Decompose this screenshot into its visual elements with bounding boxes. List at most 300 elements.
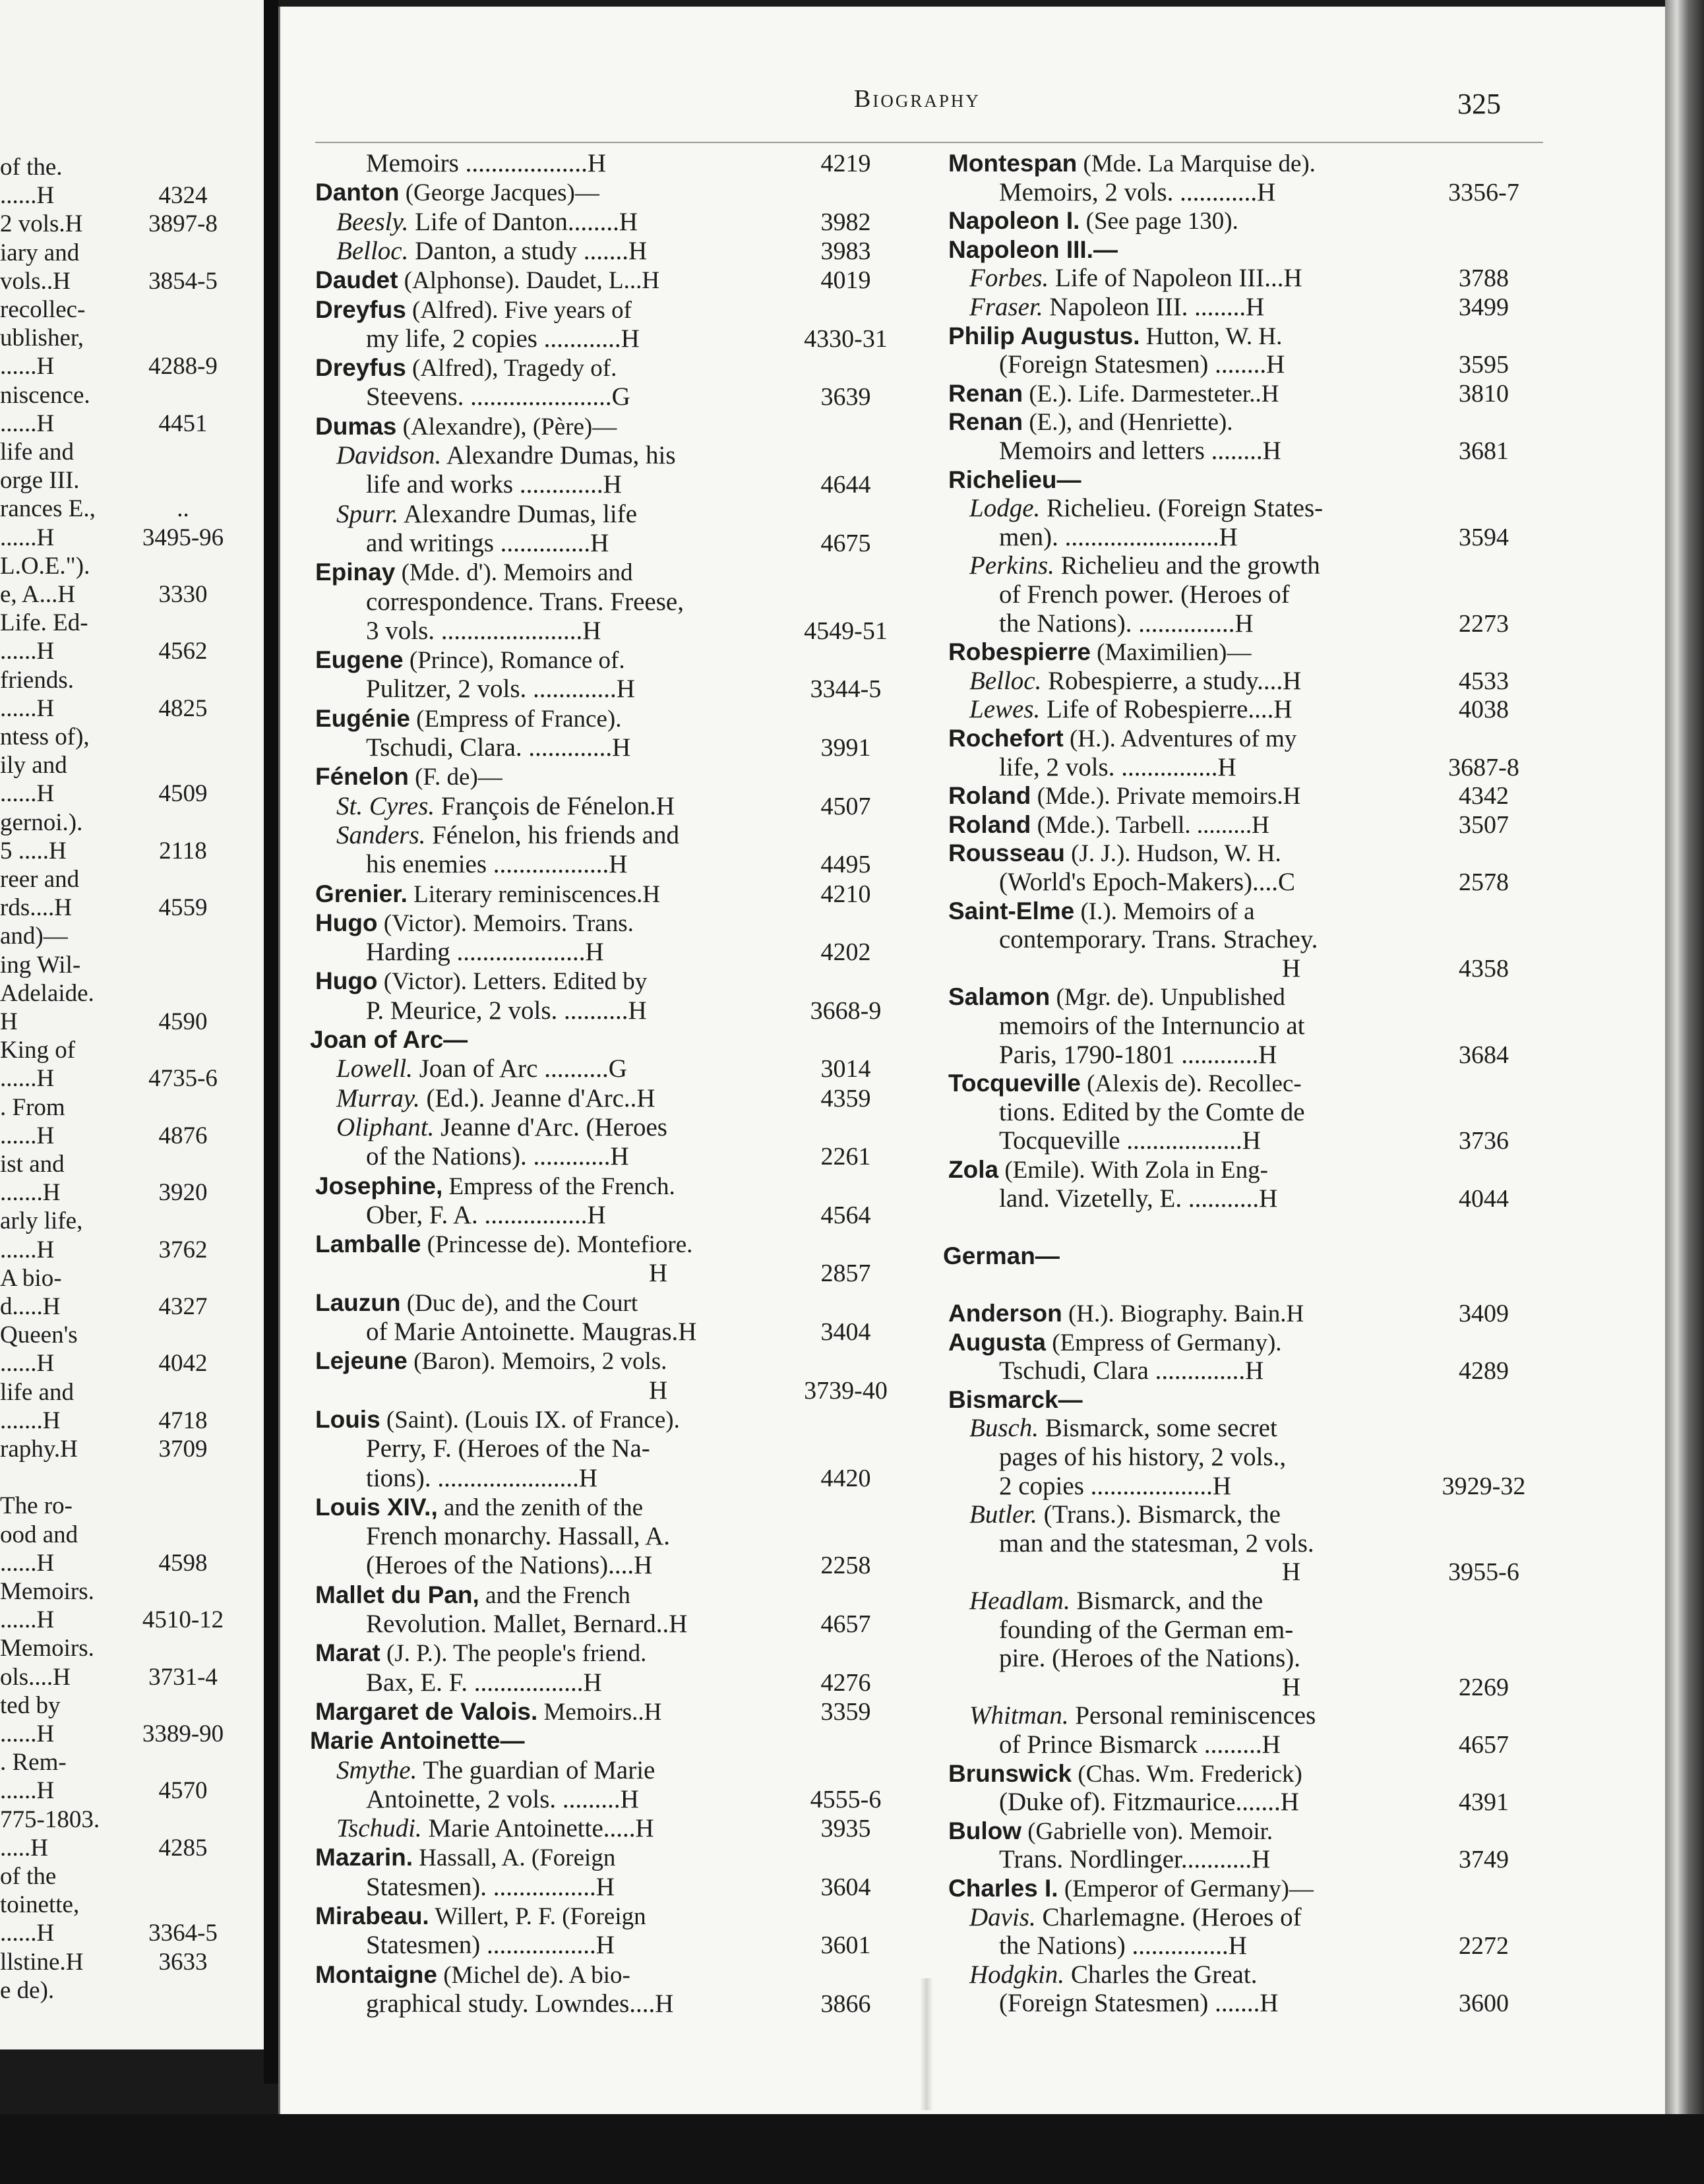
catalog-entry-line bbox=[297, 1025, 903, 1055]
catalog-entry-line bbox=[930, 1184, 1543, 1214]
fragment-number: 3854-5 bbox=[148, 267, 218, 295]
catalog-entry-line bbox=[930, 723, 1543, 754]
catalog-entry-line bbox=[930, 896, 1543, 926]
entry-subject: Fénelon bbox=[315, 763, 409, 791]
fragment-number: 4509 bbox=[158, 780, 208, 808]
left-column bbox=[297, 148, 903, 2061]
catalog-entry-line bbox=[930, 1960, 1543, 1990]
catalog-entry-line bbox=[930, 954, 1543, 984]
catalog-entry-line bbox=[930, 1442, 1543, 1472]
entry-text: Tocqueville ..................H bbox=[999, 1126, 1261, 1155]
entry-text bbox=[948, 1155, 1268, 1186]
entry-text bbox=[315, 1171, 675, 1202]
entry-description: Richelieu. (Foreign States- bbox=[1040, 494, 1324, 523]
entry-subject: Hugo bbox=[315, 909, 378, 936]
call-number: 3499 bbox=[1459, 293, 1509, 321]
entry-subject: Lejeune bbox=[315, 1347, 408, 1375]
fragment-row bbox=[0, 1606, 264, 1635]
call-number: 3788 bbox=[1459, 264, 1509, 293]
fragment-text: d.....H bbox=[0, 1293, 61, 1320]
entry-description: (Chas. Wm. Frederick) bbox=[1072, 1760, 1302, 1788]
entry-text bbox=[948, 982, 1285, 1013]
catalog-entry-line bbox=[930, 1902, 1543, 1933]
catalog-entry-line bbox=[930, 1356, 1543, 1386]
entry-description: Life of Napoleon III...H bbox=[1049, 264, 1302, 293]
entry-text bbox=[315, 762, 502, 793]
fragment-text: life and bbox=[0, 1378, 74, 1406]
fragment-row bbox=[0, 1264, 264, 1293]
fragment-row bbox=[0, 1407, 264, 1436]
entry-description: (Mde. d'). Memoirs and bbox=[395, 559, 633, 587]
entry-subject: Charles I. bbox=[948, 1875, 1058, 1902]
running-header: Biography bbox=[854, 85, 981, 113]
fragment-row bbox=[0, 1321, 264, 1350]
call-number: 4202 bbox=[820, 938, 871, 967]
catalog-entry-line bbox=[930, 1155, 1543, 1185]
call-number: 3866 bbox=[820, 1989, 871, 2018]
entry-text bbox=[969, 292, 1264, 322]
call-number: 4289 bbox=[1459, 1357, 1509, 1385]
fragment-text: ntess of), bbox=[0, 723, 90, 750]
fragment-row bbox=[0, 1919, 264, 1948]
entry-text bbox=[315, 353, 617, 384]
catalog-entry-line bbox=[930, 1241, 1543, 1271]
entry-text bbox=[336, 1813, 654, 1844]
catalog-entry-line bbox=[930, 522, 1543, 553]
entry-description: (Gabrielle von). Memoir. bbox=[1021, 1817, 1273, 1845]
fragment-row bbox=[0, 723, 264, 752]
entry-text bbox=[315, 1842, 615, 1873]
fragment-row bbox=[0, 779, 264, 808]
entry-author: Lodge. bbox=[969, 494, 1041, 523]
entry-text: Memoirs, 2 vols. ............H bbox=[999, 177, 1276, 206]
fragment-number: 4285 bbox=[158, 1834, 208, 1862]
entry-text: Bax, E. F. .................H bbox=[366, 1668, 602, 1697]
entry-description: Robespierre, a study....H bbox=[1041, 666, 1302, 695]
entry-subject: Dreyfus bbox=[315, 354, 406, 382]
entry-description: (Alexandre), (Père)— bbox=[396, 413, 617, 440]
call-number: 3749 bbox=[1459, 1846, 1509, 1874]
entry-text bbox=[948, 407, 1233, 438]
call-number: 3955-6 bbox=[1448, 1558, 1519, 1587]
catalog-entry-line bbox=[297, 1463, 903, 1494]
entry-text: H bbox=[999, 954, 1301, 983]
fragment-row bbox=[0, 580, 264, 609]
fragment-row bbox=[0, 1492, 264, 1521]
fragment-text: H bbox=[0, 1008, 18, 1035]
fragment-row bbox=[0, 1150, 264, 1179]
entry-description: Empress of the French. bbox=[442, 1172, 675, 1200]
fragment-row bbox=[0, 837, 264, 866]
catalog-entry-line bbox=[930, 1701, 1543, 1731]
entry-text: Revolution. Mallet, Bernard..H bbox=[366, 1610, 688, 1638]
entry-text: Trans. Nordlinger...........H bbox=[999, 1845, 1271, 1874]
call-number: 4359 bbox=[820, 1084, 871, 1112]
fragment-text: King of bbox=[0, 1037, 76, 1064]
entry-text: man and the statesman, 2 vols. bbox=[999, 1529, 1314, 1558]
fragment-row bbox=[0, 324, 264, 353]
catalog-entry-line bbox=[930, 1844, 1543, 1875]
catalog-entry-line bbox=[297, 1229, 903, 1259]
catalog-entry-line bbox=[297, 1726, 903, 1756]
fragment-number: 3389-90 bbox=[142, 1720, 224, 1747]
entry-description: (Alfred), Tragedy of. bbox=[406, 355, 617, 382]
entry-text: Tschudi, Clara ..............H bbox=[999, 1356, 1264, 1385]
scan-background bbox=[0, 2114, 1704, 2184]
entry-text bbox=[336, 1112, 667, 1143]
entry-description: (Duc de), and the Court bbox=[400, 1289, 638, 1317]
page-edge bbox=[1665, 0, 1704, 2184]
entry-text: life, 2 vols. ...............H bbox=[999, 752, 1236, 781]
fragment-text: vols..H bbox=[0, 267, 71, 295]
fragment-text: ......H bbox=[0, 1350, 55, 1378]
entry-text bbox=[315, 1697, 661, 1728]
fragment-row bbox=[0, 1663, 264, 1692]
fragment-row bbox=[0, 1748, 264, 1777]
call-number: 3687-8 bbox=[1448, 753, 1519, 781]
fragment-text: life and bbox=[0, 439, 74, 466]
call-number: 4019 bbox=[820, 266, 871, 295]
entry-description: (Alphonse). Daudet, L...H bbox=[398, 267, 660, 295]
entry-text bbox=[336, 1054, 627, 1084]
fragment-row bbox=[0, 466, 264, 495]
call-number: 4657 bbox=[1459, 1731, 1509, 1759]
entry-subject: Roland bbox=[948, 782, 1031, 810]
entry-text bbox=[948, 206, 1238, 237]
fragment-text: ......H bbox=[0, 524, 55, 551]
catalog-entry-line bbox=[297, 674, 903, 704]
fragment-number: 4825 bbox=[158, 694, 208, 722]
fragment-row bbox=[0, 1008, 264, 1037]
entry-subject: Brunswick bbox=[948, 1759, 1072, 1787]
fragment-text: rds....H bbox=[0, 894, 72, 922]
catalog-entry-line bbox=[930, 206, 1543, 236]
call-number: 3594 bbox=[1459, 523, 1509, 551]
entry-text bbox=[969, 263, 1302, 293]
catalog-entry-line bbox=[297, 1960, 903, 1990]
call-number: 3929-32 bbox=[1442, 1472, 1526, 1500]
entry-description: Bismarck, and the bbox=[1070, 1587, 1263, 1615]
call-number: 4276 bbox=[820, 1668, 871, 1697]
entry-text bbox=[948, 235, 1118, 266]
catalog-entry-line bbox=[297, 937, 903, 967]
call-number: 3983 bbox=[820, 237, 871, 265]
call-number: 3595 bbox=[1459, 351, 1509, 379]
catalog-entry-line bbox=[930, 1385, 1543, 1415]
fragment-row bbox=[0, 210, 264, 239]
entry-description: Joan of Arc ..........G bbox=[412, 1054, 627, 1083]
entry-text bbox=[315, 645, 625, 676]
entry-subject: Josephine, bbox=[315, 1172, 443, 1199]
entry-description: Charlemagne. (Heroes of bbox=[1035, 1902, 1302, 1931]
catalog-entry-line bbox=[297, 1755, 903, 1786]
entry-text bbox=[969, 1413, 1277, 1443]
fragment-row bbox=[0, 181, 264, 210]
call-number: 3668-9 bbox=[810, 996, 882, 1025]
fragment-text: Memoirs. bbox=[0, 1635, 94, 1662]
entry-subject: Roland bbox=[948, 810, 1031, 838]
entry-subject: Danton bbox=[315, 179, 400, 206]
catalog-entry-line bbox=[297, 733, 903, 763]
catalog-entry-line bbox=[297, 1638, 903, 1668]
entry-author: Butler. bbox=[969, 1500, 1037, 1529]
fragment-number: 2118 bbox=[159, 837, 207, 864]
entry-text: men). ........................H bbox=[999, 522, 1238, 551]
fragment-number: 3330 bbox=[158, 581, 208, 608]
entry-text: of the Nations). ............H bbox=[366, 1142, 629, 1171]
fragment-row bbox=[0, 637, 264, 666]
catalog-entry-line bbox=[930, 321, 1543, 351]
entry-text bbox=[315, 1346, 667, 1377]
call-number: 4507 bbox=[820, 792, 871, 820]
catalog-entry-line bbox=[930, 1413, 1543, 1443]
fragment-text: gernoi.). bbox=[0, 808, 83, 836]
call-number: 4495 bbox=[820, 851, 871, 879]
entry-text bbox=[948, 1385, 1083, 1416]
catalog-entry-line bbox=[297, 879, 903, 909]
catalog-entry-line bbox=[297, 1258, 903, 1289]
catalog-entry-line bbox=[297, 1550, 903, 1581]
catalog-entry-line bbox=[930, 1500, 1543, 1530]
entry-text: (Duke of). Fitzmaurice.......H bbox=[999, 1788, 1299, 1817]
fragment-text: arly life, bbox=[0, 1207, 83, 1235]
fragment-number: 4324 bbox=[158, 182, 208, 210]
entry-description: (Mde. La Marquise de). bbox=[1077, 150, 1316, 177]
fragment-number: 4876 bbox=[158, 1122, 208, 1149]
entry-text: H bbox=[366, 1259, 668, 1288]
entry-subject: Epinay bbox=[315, 559, 396, 586]
entry-text: German— bbox=[943, 1242, 1060, 1269]
entry-subject: Napoleon III.— bbox=[948, 235, 1118, 263]
fragment-row bbox=[0, 1378, 264, 1407]
entry-text bbox=[948, 1327, 1282, 1358]
entry-text: Memoirs ...................H bbox=[366, 149, 606, 177]
call-number: 4342 bbox=[1459, 782, 1509, 810]
entry-text bbox=[948, 148, 1316, 179]
entry-subject: Robespierre bbox=[948, 638, 1091, 666]
entry-author: Perkins. bbox=[969, 551, 1054, 580]
entry-text bbox=[315, 557, 632, 588]
fragment-text: e, A...H bbox=[0, 581, 76, 608]
fragment-number: 4598 bbox=[158, 1549, 208, 1577]
fragment-text: llstine.H bbox=[0, 1948, 84, 1976]
entry-text bbox=[969, 666, 1301, 696]
entry-description: (Empress of Germany). bbox=[1046, 1329, 1282, 1356]
fragment-number: 4562 bbox=[158, 638, 208, 665]
entry-description: Jeanne d'Arc. (Heroes bbox=[434, 1112, 667, 1141]
catalog-entry-line bbox=[930, 781, 1543, 811]
entry-description: (Alfred). Five years of bbox=[406, 296, 632, 324]
entry-description: (E.), and (Henriette). bbox=[1023, 409, 1233, 437]
fragment-row bbox=[0, 1207, 264, 1236]
fragment-number: 4570 bbox=[158, 1777, 208, 1805]
entry-text: Ober, F. A. ................H bbox=[366, 1200, 606, 1229]
fragment-number: 3633 bbox=[158, 1948, 208, 1976]
entry-text: Tschudi, Clara. .............H bbox=[366, 733, 631, 762]
entry-text bbox=[315, 704, 621, 735]
entry-author: Forbes. bbox=[969, 264, 1049, 293]
entry-text: tions). ......................H bbox=[366, 1463, 597, 1492]
catalog-entry-line bbox=[930, 1873, 1543, 1904]
catalog-entry-line bbox=[297, 704, 903, 734]
call-number: 3810 bbox=[1459, 379, 1509, 408]
entry-author: Davis. bbox=[969, 1902, 1036, 1931]
catalog-entry-line bbox=[297, 177, 903, 208]
entry-description: Fénelon, his friends and bbox=[425, 820, 679, 849]
fragment-row bbox=[0, 751, 264, 780]
call-number: 3507 bbox=[1459, 810, 1509, 839]
entry-description: Napoleon III. ........H bbox=[1043, 293, 1265, 321]
entry-subject: Bulow bbox=[948, 1817, 1021, 1844]
call-number: 3600 bbox=[1459, 1989, 1509, 2018]
catalog-entry-line bbox=[297, 1697, 903, 1727]
entry-text bbox=[948, 1816, 1273, 1847]
entry-text bbox=[315, 966, 647, 997]
catalog-entry-line bbox=[297, 1376, 903, 1406]
entry-text: the Nations) ...............H bbox=[999, 1931, 1247, 1960]
entry-text: H bbox=[999, 1672, 1301, 1701]
catalog-entry-line bbox=[297, 440, 903, 471]
catalog-entry-line bbox=[930, 1557, 1543, 1587]
catalog-entry-line bbox=[297, 1141, 903, 1172]
entry-text: Steevens. ......................G bbox=[366, 382, 630, 411]
call-number: 3982 bbox=[820, 208, 871, 236]
fragment-row bbox=[0, 1720, 264, 1749]
fragment-row bbox=[0, 1463, 264, 1492]
fragment-row bbox=[0, 979, 264, 1008]
call-number: 2578 bbox=[1459, 868, 1509, 896]
entry-text bbox=[336, 440, 676, 471]
fragment-text: Queen's bbox=[0, 1321, 78, 1349]
fragment-number: 4288-9 bbox=[148, 353, 218, 380]
catalog-entry-line bbox=[930, 1327, 1543, 1358]
entry-text bbox=[969, 1500, 1281, 1530]
entry-description: (Empress of France). bbox=[410, 705, 622, 733]
fragment-text: ......H bbox=[0, 1065, 55, 1093]
entry-text: Perry, F. (Heroes of the Na- bbox=[366, 1434, 650, 1463]
fragment-text: ......H bbox=[0, 1236, 55, 1263]
fragment-text: ols....H bbox=[0, 1663, 71, 1691]
entry-description: (H.). Biography. Bain.H bbox=[1062, 1300, 1304, 1327]
entry-text bbox=[336, 236, 647, 266]
call-number: 4533 bbox=[1459, 667, 1509, 695]
catalog-entry-line bbox=[297, 265, 903, 295]
fragment-text: ......H bbox=[0, 1549, 55, 1577]
fragment-row bbox=[0, 1862, 264, 1891]
entry-description: The guardian of Marie bbox=[417, 1755, 655, 1784]
entry-text bbox=[315, 295, 632, 326]
catalog-entry-line bbox=[297, 1784, 903, 1815]
entry-description: (Mde.). Private memoirs.H bbox=[1031, 783, 1301, 810]
catalog-entry-line bbox=[297, 1434, 903, 1464]
call-number: 3356-7 bbox=[1448, 178, 1519, 206]
entry-text: Statesmen). ................H bbox=[366, 1872, 615, 1901]
catalog-entry-line bbox=[297, 1668, 903, 1698]
entry-text: Statesmen) .................H bbox=[366, 1931, 615, 1960]
entry-text: (World's Epoch-Makers)....C bbox=[999, 868, 1296, 896]
entry-description: (George Jacques)— bbox=[399, 179, 599, 207]
fragment-number: .. bbox=[177, 495, 189, 523]
entry-text: of French power. (Heroes of bbox=[999, 580, 1290, 609]
entry-subject: Salamon bbox=[948, 983, 1050, 1011]
catalog-entry-line bbox=[297, 1989, 903, 2019]
call-number: 3684 bbox=[1459, 1041, 1509, 1069]
call-number: 3639 bbox=[820, 383, 871, 411]
catalog-entry-line bbox=[297, 557, 903, 588]
entry-text bbox=[336, 499, 637, 530]
catalog-entry-line bbox=[297, 1405, 903, 1435]
fragment-row bbox=[0, 438, 264, 467]
call-number: 4549-51 bbox=[804, 617, 888, 645]
fragment-text: and)— bbox=[0, 923, 68, 950]
fragment-row bbox=[0, 1948, 264, 1977]
call-number: 3409 bbox=[1459, 1300, 1509, 1327]
fragment-text: 2 vols.H bbox=[0, 210, 83, 238]
fragment-text: Memoirs. bbox=[0, 1578, 94, 1605]
catalog-entry-line bbox=[930, 1672, 1543, 1703]
fragment-number: 3731-4 bbox=[148, 1663, 218, 1691]
entry-subject: Louis bbox=[315, 1405, 380, 1433]
entry-text: graphical study. Lowndes....H bbox=[366, 1989, 674, 2018]
entry-description: (H.). Adventures of my bbox=[1063, 725, 1297, 752]
fragment-row bbox=[0, 1691, 264, 1720]
entry-text bbox=[315, 1638, 646, 1669]
catalog-entry-line bbox=[297, 207, 903, 237]
entry-text: 2 copies ...................H bbox=[999, 1471, 1232, 1500]
entry-subject: Dreyfus bbox=[315, 295, 406, 323]
entry-description: Hassall, A. (Foreign bbox=[413, 1844, 616, 1872]
entry-subject: Richelieu— bbox=[948, 466, 1081, 493]
call-number: 3935 bbox=[820, 1815, 871, 1843]
catalog-entry-line bbox=[930, 1931, 1543, 1961]
entry-subject: Grenier. bbox=[315, 880, 408, 907]
catalog-entry-line bbox=[930, 1212, 1543, 1242]
catalog-entry-line bbox=[297, 1872, 903, 1902]
entry-description: Bismarck, some secret bbox=[1039, 1414, 1277, 1443]
call-number: 3014 bbox=[820, 1055, 871, 1083]
fragment-row bbox=[0, 352, 264, 381]
call-number: 4420 bbox=[820, 1464, 871, 1492]
catalog-entry-line bbox=[297, 411, 903, 442]
entry-text bbox=[969, 1586, 1263, 1616]
catalog-entry-line bbox=[930, 810, 1543, 840]
catalog-entry-line bbox=[930, 666, 1543, 696]
page-fold bbox=[920, 1978, 933, 2110]
entry-subject: Augusta bbox=[948, 1328, 1046, 1356]
catalog-entry-line bbox=[297, 1288, 903, 1318]
fragment-row bbox=[0, 1036, 264, 1065]
entry-text: Harding ....................H bbox=[366, 938, 604, 967]
entry-text bbox=[948, 1298, 1304, 1329]
fragment-text: Adelaide. bbox=[0, 979, 94, 1007]
entry-subject: Montespan bbox=[948, 150, 1078, 177]
entry-subject: Philip Augustus. bbox=[948, 322, 1140, 349]
catalog-entry-line bbox=[930, 1643, 1543, 1674]
entry-subject: Saint-Elme bbox=[948, 897, 1075, 925]
entry-text: the Nations). ...............H bbox=[999, 609, 1254, 638]
entry-text: life and works .............H bbox=[366, 470, 622, 499]
fragment-text: ing Wil- bbox=[0, 951, 81, 979]
entry-author: Davidson. bbox=[336, 441, 442, 470]
entry-description: (I.). Memoirs of a bbox=[1074, 897, 1255, 925]
entry-text bbox=[315, 1405, 680, 1436]
entry-text bbox=[315, 908, 634, 939]
entry-text: memoirs of the Internuncio at bbox=[999, 1012, 1305, 1040]
fragment-text: ......H bbox=[0, 182, 55, 210]
fragment-text: ublisher, bbox=[0, 324, 84, 352]
entry-description: (J. J.). Hudson, W. H. bbox=[1064, 840, 1281, 868]
catalog-entry-line bbox=[297, 1609, 903, 1639]
